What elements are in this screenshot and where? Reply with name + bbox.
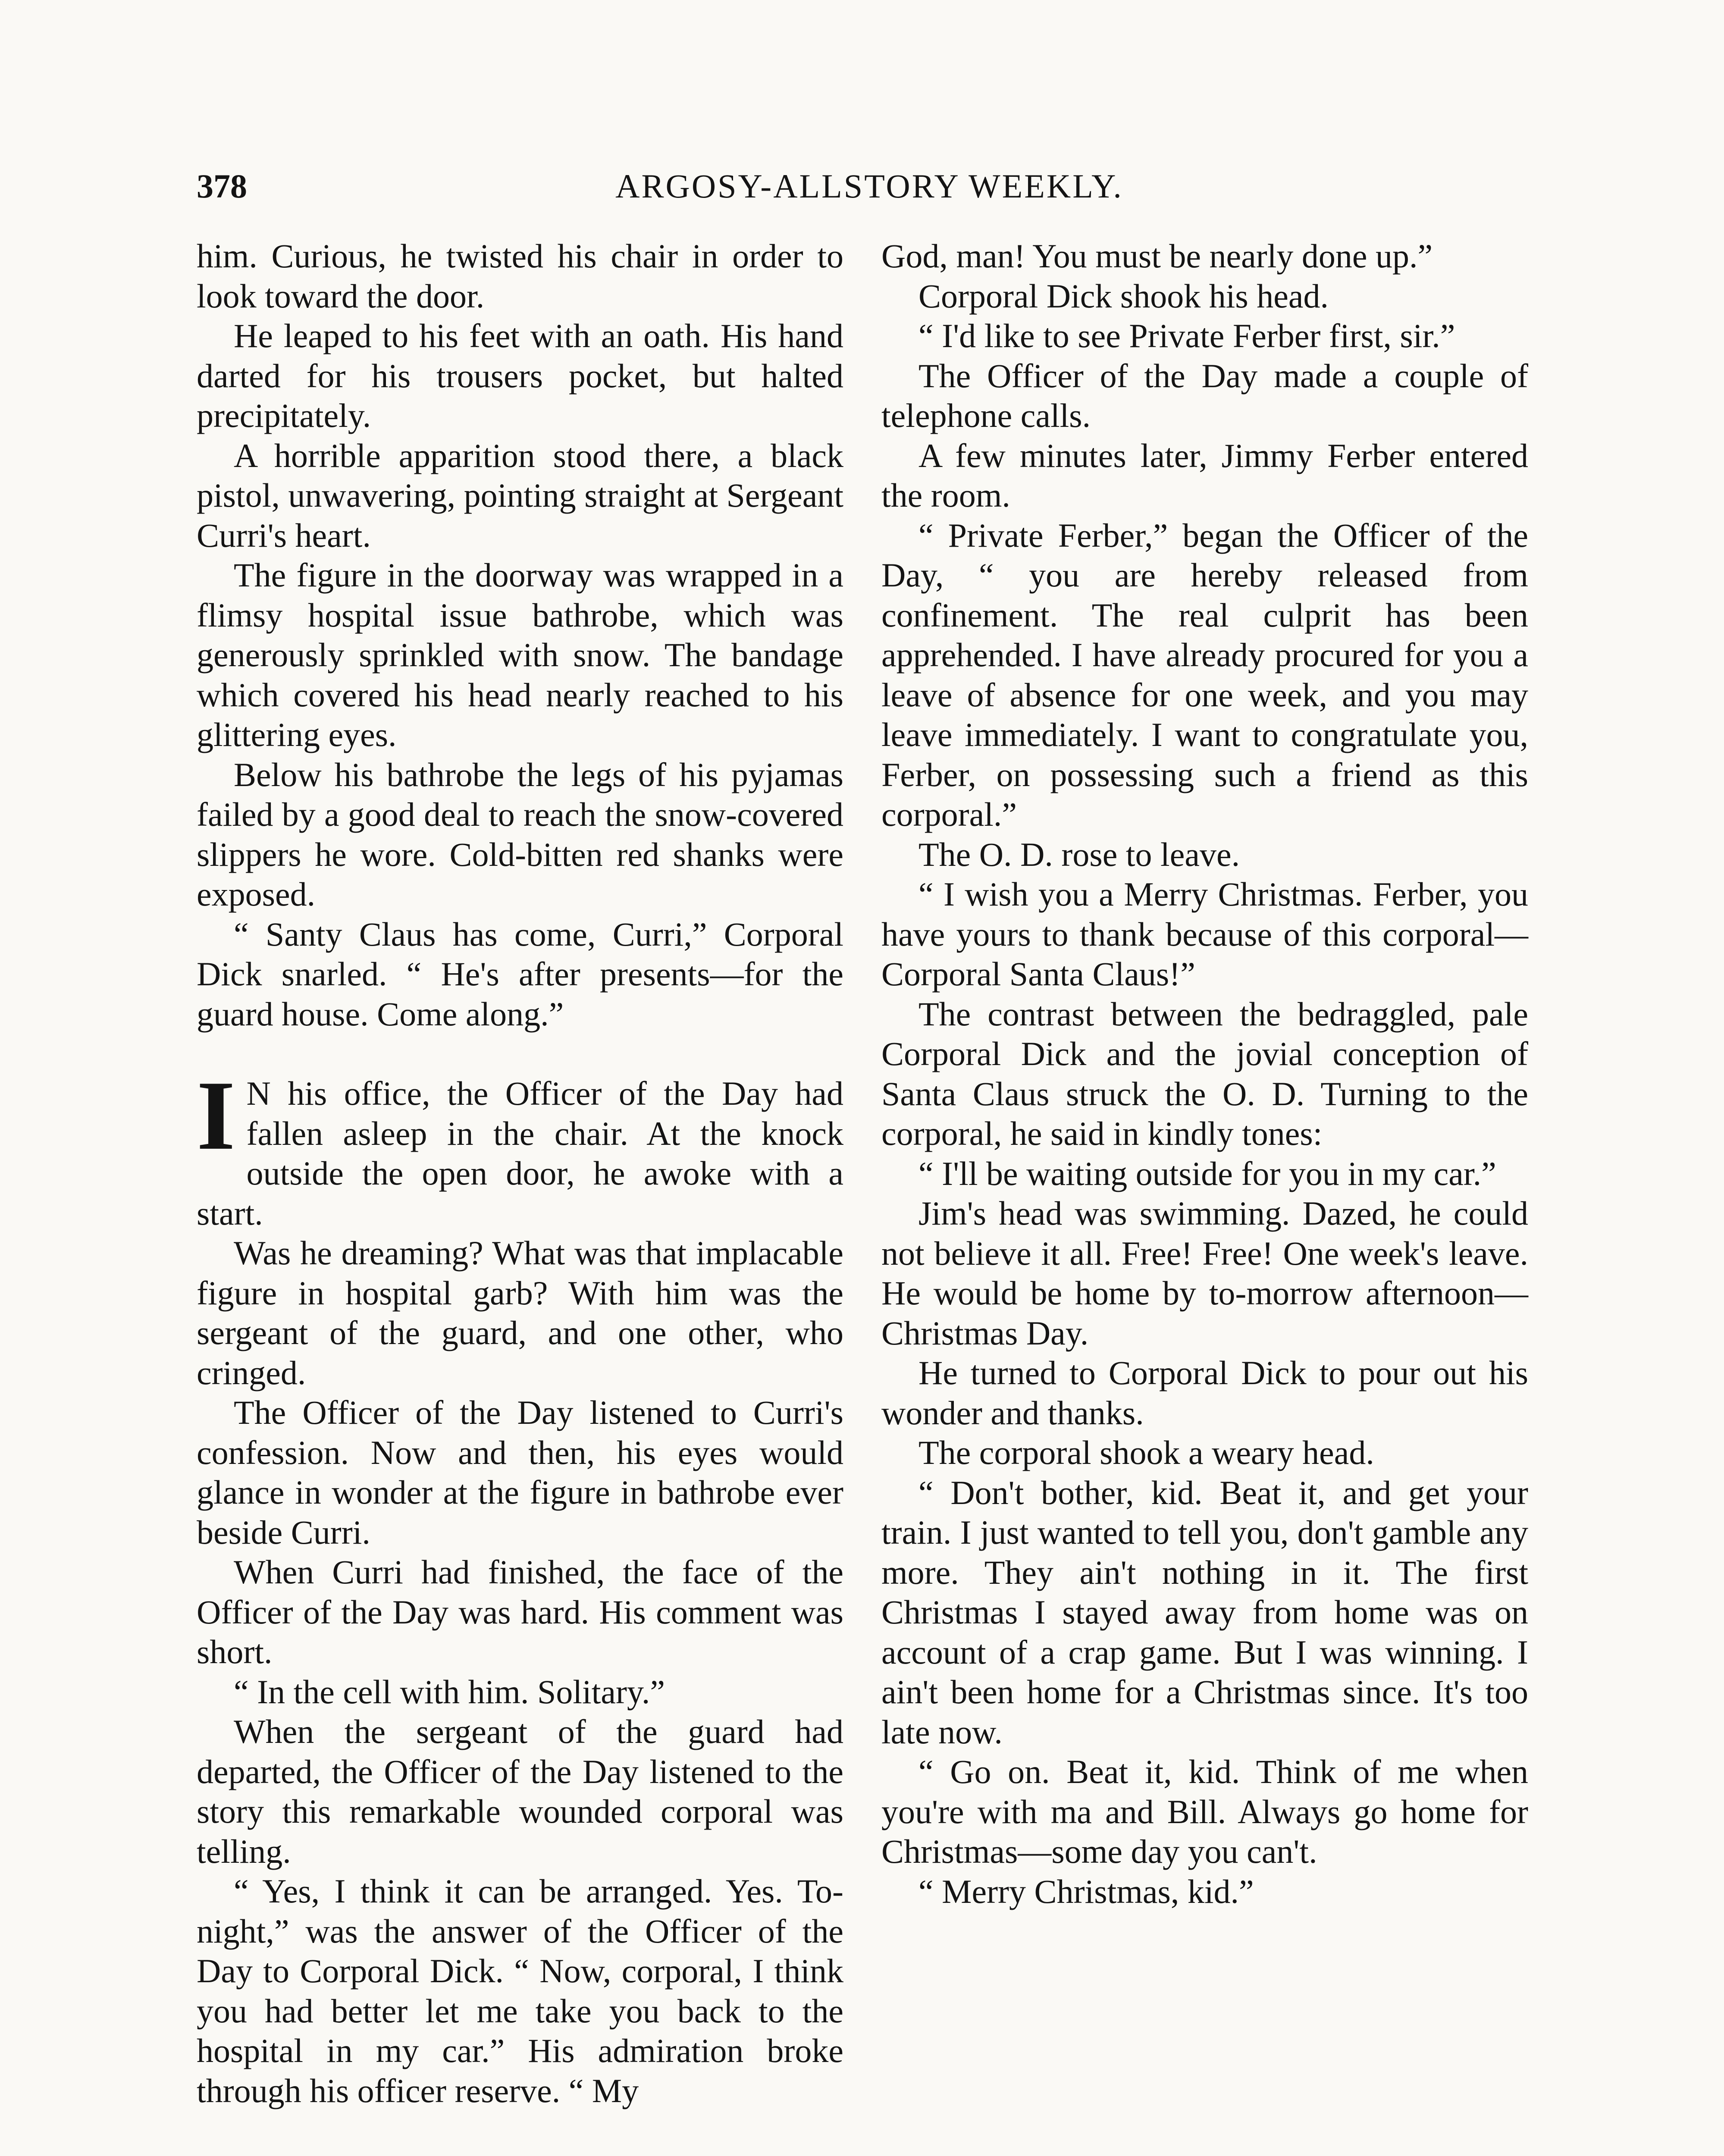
paragraph: “ I'd like to see Private Ferber first, sir.” bbox=[918, 317, 1455, 354]
paragraph: A horrible apparition stood there, a black pistol, unwavering, pointing straight at Sergeant Curri's heart. bbox=[197, 436, 843, 554]
paragraph: The corporal shook a weary head. bbox=[918, 1434, 1374, 1471]
paragraph: The contrast between the bedraggled, pale Corporal Dick and the jovial conception of Santa Claus struck the O. D. Turning to the corporal, he said in kindly tones: bbox=[881, 995, 1528, 1152]
drop-cap: I bbox=[197, 1060, 235, 1170]
running-head bbox=[197, 165, 1542, 212]
paragraph: “ In the cell with him. Solitary.” bbox=[234, 1673, 665, 1711]
journal-title: ARGOSY-ALLSTORY WEEKLY. bbox=[615, 167, 1123, 205]
paragraph: “ Go on. Beat it, kid. Think of me when you're with ma and Bill. Always go home for Christmas—some day you can't. bbox=[881, 1753, 1528, 1870]
paragraph: A few minutes later, Jimmy Ferber entered the room. bbox=[881, 436, 1528, 514]
paragraph: The Officer of the Day listened to Curri's confession. Now and then, his eyes would glance in wonder at the figure in bathrobe ever beside Curri. bbox=[197, 1394, 843, 1551]
left-column bbox=[197, 236, 843, 2111]
section-opening-paragraph bbox=[197, 1060, 843, 1233]
section-opening-text: N his office, the Officer of the Day had fallen asleep in the chair. At the knock outside the open door, he awoke with a start. bbox=[197, 1075, 843, 1232]
right-column bbox=[881, 236, 1528, 1912]
paragraph: He turned to Corporal Dick to pour out his wonder and thanks. bbox=[881, 1354, 1528, 1432]
paragraph: Corporal Dick shook his head. bbox=[918, 277, 1329, 315]
paragraph: “ Yes, I think it can be arranged. Yes. To-night,” was the answer of the Officer of the Day to Corporal Dick. “ Now, corporal, I think you had better let me take you back to the hospital in my car.” His admiration broke through his officer reserve. “ My bbox=[197, 1872, 843, 2109]
paragraph: When Curri had finished, the face of the Officer of the Day was hard. His comment was short. bbox=[197, 1553, 843, 1670]
paragraph: When the sergeant of the guard had departed, the Officer of the Day listened to the story this remarkable wounded corporal was telling. bbox=[197, 1713, 843, 1870]
paragraph: God, man! You must be nearly done up.” bbox=[881, 237, 1433, 275]
paragraph: He leaped to his feet with an oath. His hand darted for his trousers pocket, but halted precipitately. bbox=[197, 317, 843, 434]
paragraph: him. Curious, he twisted his chair in order to look toward the door. bbox=[197, 237, 843, 315]
paragraph: Jim's head was swimming. Dazed, he could not believe it all. Free! Free! One week's leave. He would be home by to-morrow afternoon—Christmas Day. bbox=[881, 1194, 1528, 1352]
paragraph: “ I wish you a Merry Christmas. Ferber, you have yours to thank because of this corporal—Corporal Santa Claus!” bbox=[881, 875, 1528, 993]
paragraph: The O. D. rose to leave. bbox=[918, 835, 1240, 873]
paragraph: “ Don't bother, kid. Beat it, and get your train. I just wanted to tell you, don't gamble any more. They ain't nothing in it. The first Christmas I stayed away from home was on account of a crap game. But I was winning. I ain't been home for a Christmas since. It's too late now. bbox=[881, 1473, 1528, 1751]
paragraph: The figure in the doorway was wrapped in a flimsy hospital issue bathrobe, which was generously sprinkled with snow. The bandage which covered his head nearly reached to his glittering eyes. bbox=[197, 556, 843, 753]
paragraph: The Officer of the Day made a couple of telephone calls. bbox=[881, 357, 1528, 434]
paragraph: “ Santy Claus has come, Curri,” Corporal Dick snarled. “ He's after presents—for the guard house. Come along.” bbox=[197, 915, 843, 1033]
paragraph: Below his bathrobe the legs of his pyjamas failed by a good deal to reach the snow-covered slippers he wore. Cold-bitten red shanks were exposed. bbox=[197, 755, 843, 913]
paragraph: Was he dreaming? What was that implacable figure in hospital garb? With him was the sergeant of the guard, and one other, who cringed. bbox=[197, 1234, 843, 1391]
page-number: 378 bbox=[197, 167, 247, 205]
paragraph: “ Private Ferber,” began the Officer of the Day, “ you are hereby released from confinement. The real culprit has been apprehended. I have already procured for you a leave of absence for one week, and you may leave immediately. I want to congratulate you, Ferber, on possessing such a friend as this corporal.” bbox=[881, 516, 1528, 833]
paragraph: “ I'll be waiting outside for you in my car.” bbox=[918, 1154, 1496, 1192]
paragraph: “ Merry Christmas, kid.” bbox=[918, 1872, 1254, 1910]
